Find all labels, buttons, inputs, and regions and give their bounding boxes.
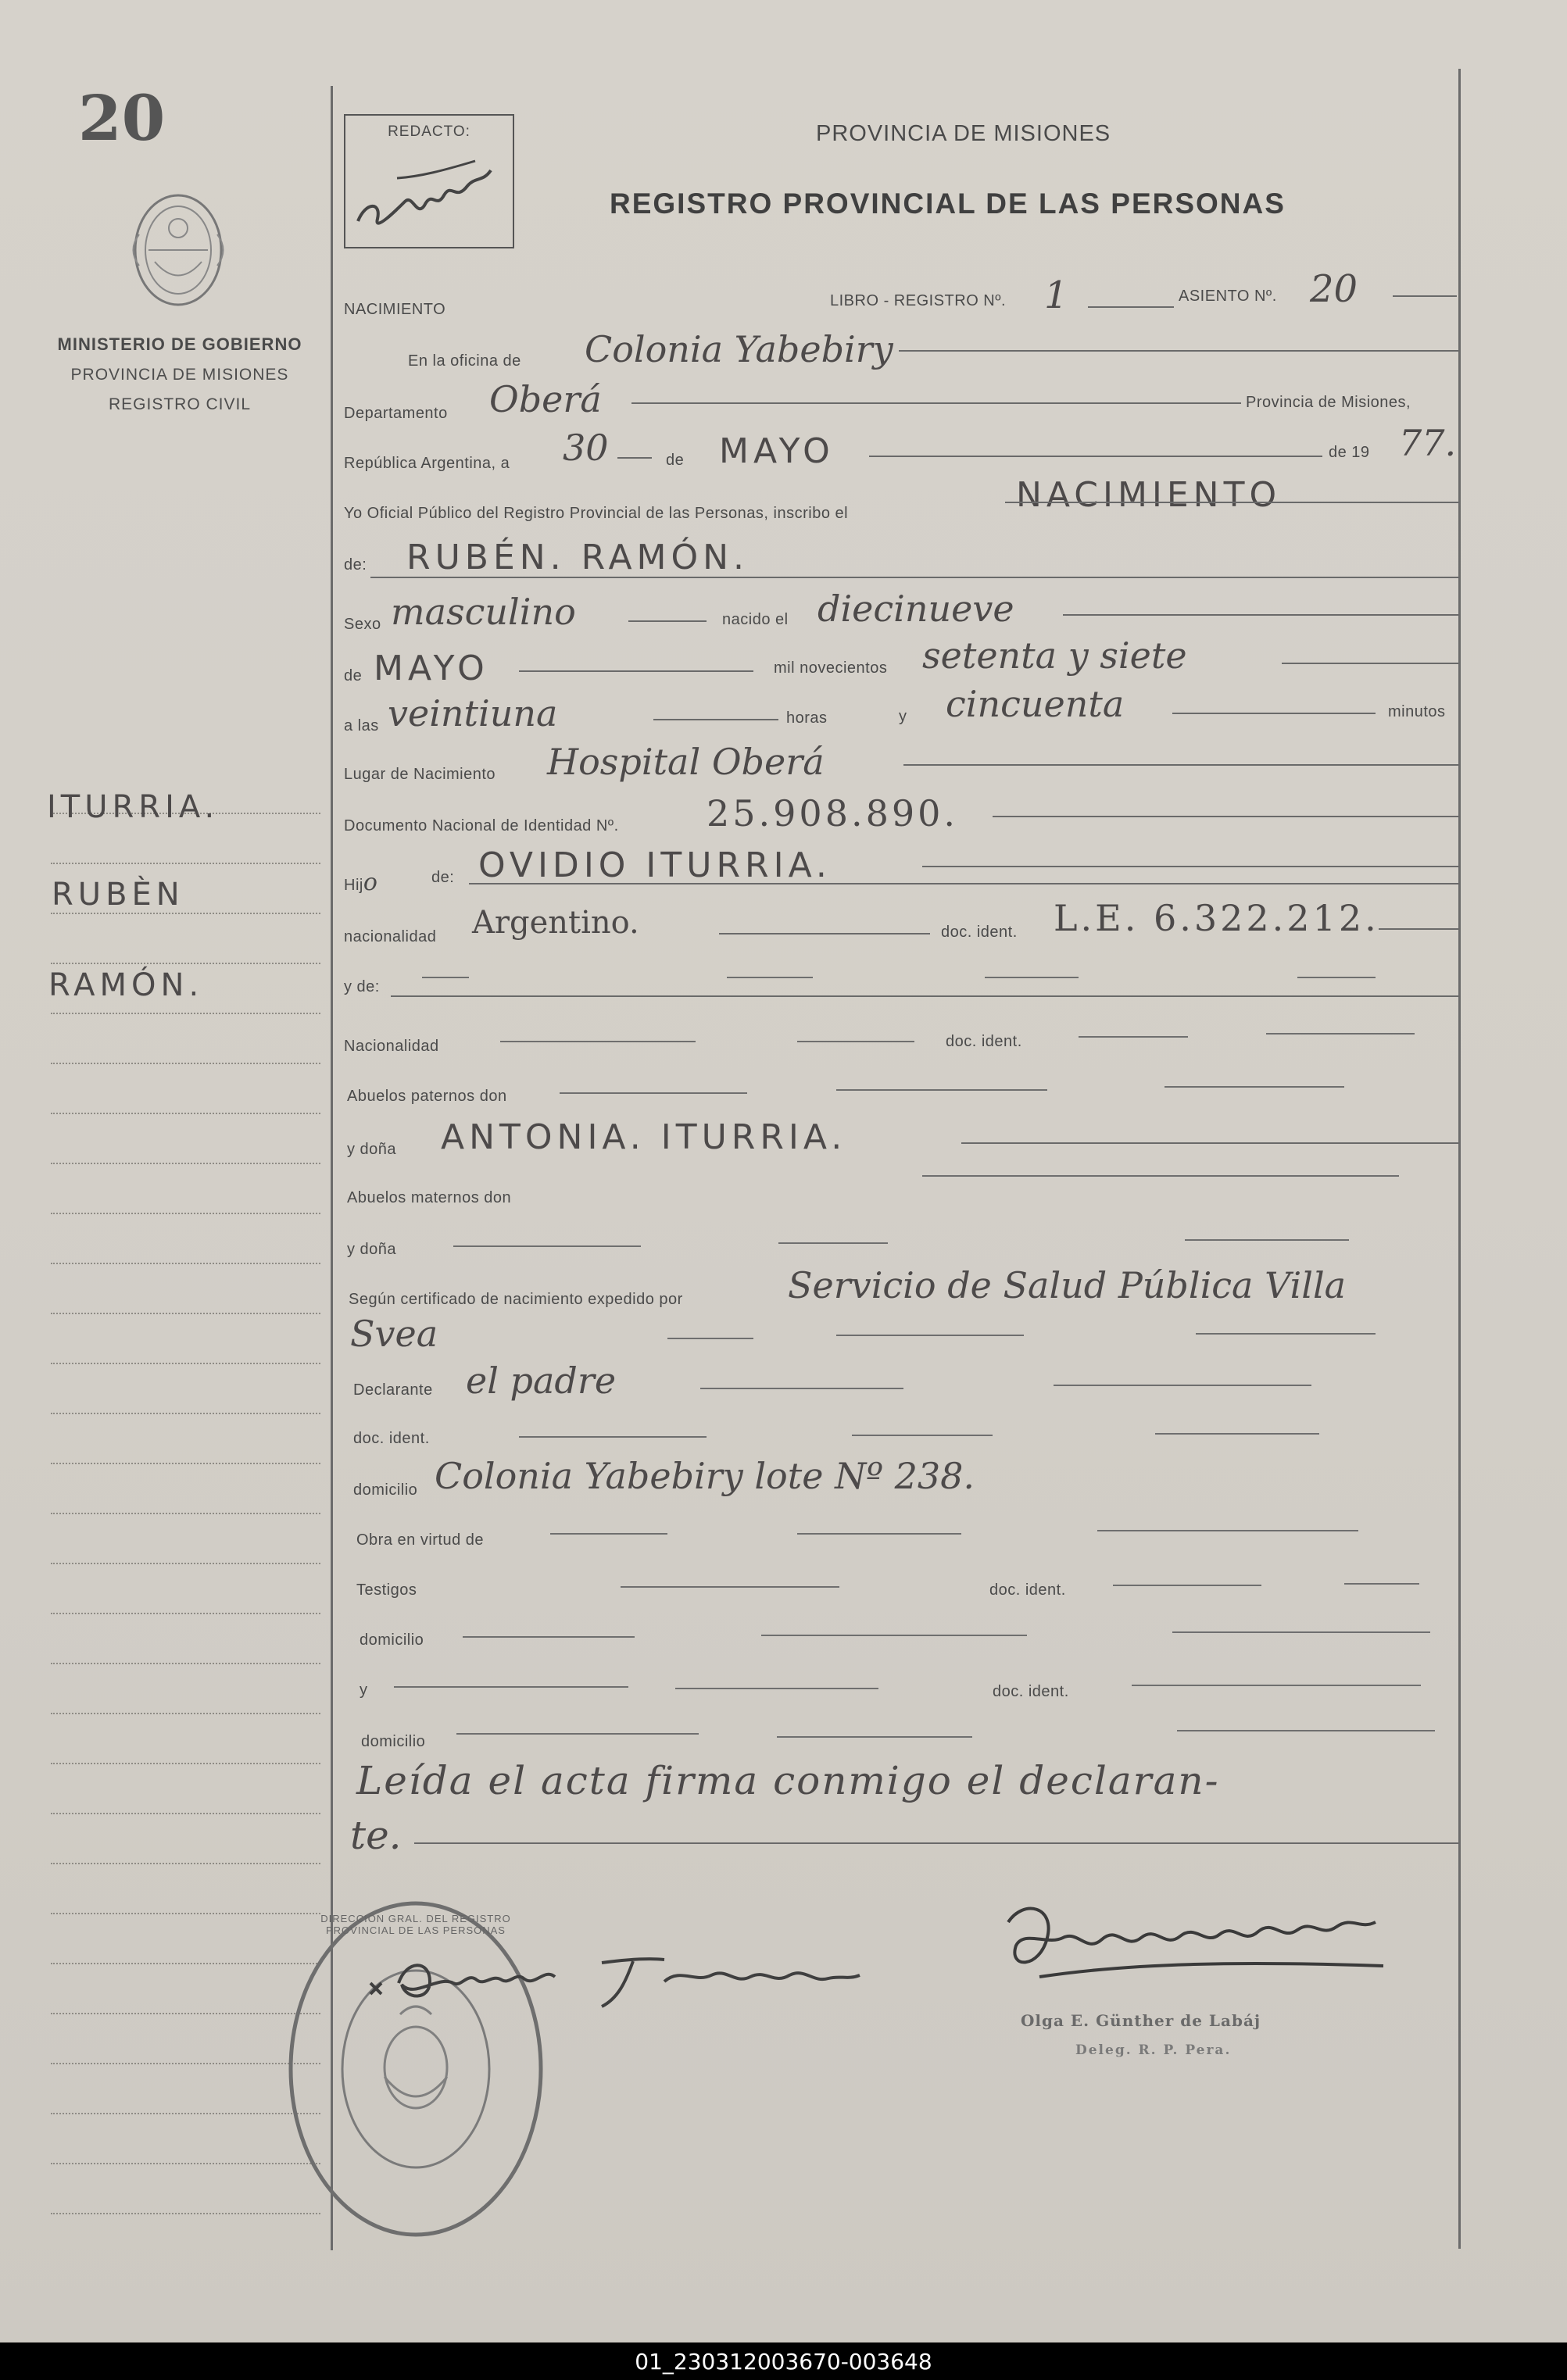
redacto-box [344, 114, 514, 248]
oficial-signature [993, 1891, 1399, 2000]
lugar-value: Hospital Oberá [547, 741, 825, 783]
nacido-value: diecinueve [817, 588, 1014, 630]
oficial-stamp-name: Olga E. Günther de Labáj [1021, 2011, 1261, 2030]
libro-label: LIBRO - REGISTRO Nº. [830, 292, 1007, 309]
mil-novecientos-label: mil novecientos [774, 659, 888, 677]
domicilio-label: domicilio [353, 1481, 418, 1499]
footer-bar [0, 2342, 1567, 2380]
margin-rule-right [1458, 69, 1461, 2249]
domicilio-value: Colonia Yabebiry lote Nº 238. [435, 1455, 975, 1497]
hijo-label: Hijo [344, 869, 378, 896]
padre-doc-value: L.E. 6.322.212. [1054, 897, 1379, 939]
nombre-value: RUBÉN. RAMÓN. [406, 538, 750, 577]
dni-label: Documento Nacional de Identidad Nº. [344, 817, 619, 834]
de2-label: de: [344, 556, 367, 574]
certificado-value: Servicio de Salud Pública Villa [788, 1264, 1347, 1306]
asiento-label: ASIENTO Nº. [1179, 288, 1277, 305]
doc-ident2-label: doc. ident. [946, 1033, 1022, 1050]
anio-value: 77. [1399, 422, 1457, 464]
footer-id: 01_230312003670-003648 [635, 2349, 932, 2375]
alas-label: a las [344, 717, 379, 734]
oficina-value: Colonia Yabebiry [585, 328, 893, 370]
asiento-value: 20 [1310, 267, 1358, 311]
doc-ident-label: doc. ident. [941, 924, 1018, 941]
testigos-label: Testigos [356, 1581, 417, 1599]
nacionalidad2-label: Nacionalidad [344, 1038, 439, 1055]
minutos-label: minutos [1388, 703, 1446, 720]
departamento-value: Oberá [489, 378, 602, 420]
hora-value: veintiuna [388, 692, 558, 734]
anio-nac-value: setenta y siete [922, 634, 1187, 677]
handwritten-signature-declarante [367, 1928, 868, 2022]
tipo-label: NACIMIENTO [344, 301, 446, 318]
domicilio2-label: domicilio [360, 1631, 424, 1649]
obra-label: Obra en virtud de [356, 1531, 485, 1549]
margin-second-name: RAMÓN. [48, 967, 204, 1003]
declarante-signature [367, 1928, 868, 2022]
oficial-label: Yo Oficial Público del Registro Provincial de las Personas, inscribo el [344, 505, 849, 522]
sexo-value: masculino [391, 591, 576, 633]
dni-value: 25.908.890. [707, 792, 958, 834]
nacido-label: nacido el [722, 611, 789, 628]
horas-label: horas [786, 709, 828, 727]
redacto-label: REDACTO: [388, 123, 470, 140]
ministerio-label: MINISTERIO DE GOBIERNO [57, 334, 302, 354]
acto-value: NACIMIENTO [1016, 475, 1282, 515]
declarante-value: el padre [466, 1360, 617, 1402]
ydona-label: y doña [347, 1141, 397, 1158]
y-label: y [899, 708, 907, 725]
abuelos-maternos-label: Abuelos maternos don [347, 1189, 512, 1206]
redacto-initials-icon [350, 147, 506, 241]
province-heading: PROVINCIA DE MISIONES [816, 121, 1111, 146]
leida-text-2: te. [350, 1813, 402, 1858]
certificado-label: Según certificado de nacimiento expedido por [349, 1291, 683, 1308]
declarante-label: Declarante [353, 1381, 433, 1399]
sexo-label: Sexo [344, 616, 381, 633]
hijo-de-label: de: [431, 869, 455, 886]
handwritten-signature-oficial [993, 1891, 1399, 2000]
doc-ident4-label: doc. ident. [989, 1581, 1066, 1599]
mes-nac-value: MAYO [374, 649, 489, 688]
de3-label: de [344, 667, 363, 684]
oficina-label: En la oficina de [408, 352, 521, 370]
provincia-misiones-label: Provincia de Misiones, [1246, 394, 1411, 411]
certificado-value-2: Svea [350, 1313, 438, 1355]
lugar-label: Lugar de Nacimiento [344, 766, 496, 783]
dia-value: 30 [563, 427, 609, 469]
oficial-stamp-title: Deleg. R. P. Pera. [1075, 2042, 1232, 2058]
yde-label: y de: [344, 978, 380, 995]
de-label: de [666, 452, 685, 469]
departamento-label: Departamento [344, 405, 448, 422]
nacionalidad-label: nacionalidad [344, 928, 437, 945]
minutos-value: cincuenta [946, 683, 1125, 725]
registro-civil-label: REGISTRO CIVIL [108, 395, 252, 413]
seal-text: DIRECCION GRAL. DEL REGISTRO PROVINCIAL DE LAS PERSONAS [320, 1913, 511, 1936]
doc-ident3-label: doc. ident. [353, 1430, 430, 1447]
leida-text: Leída el acta firma conmigo el declaran- [356, 1758, 1220, 1803]
republica-label: República Argentina, a [344, 455, 510, 472]
margin-surname: ITURRIA. [47, 789, 220, 825]
registry-heading: REGISTRO PROVINCIAL DE LAS PERSONAS [610, 188, 1286, 220]
abuela-paterna-value: ANTONIA. ITURRIA. [441, 1117, 847, 1157]
anio-label: de 19 [1329, 444, 1370, 461]
hijo-suffix: o [363, 869, 378, 896]
domicilio3-label: domicilio [361, 1733, 426, 1750]
margin-first-name: RUBÈN [52, 877, 184, 913]
mes-value: MAYO [719, 431, 835, 471]
y2-label: y [360, 1681, 368, 1699]
padre-value: OVIDIO ITURRIA. [478, 845, 832, 885]
page-number: 20 [78, 81, 166, 155]
libro-value: 1 [1044, 273, 1068, 317]
left-header [47, 334, 313, 414]
nacionalidad-value: Argentino. [472, 905, 639, 941]
ydona2-label: y doña [347, 1241, 397, 1258]
doc-ident5-label: doc. ident. [993, 1683, 1069, 1700]
abuelos-paternos-label: Abuelos paternos don [347, 1088, 507, 1105]
coat-of-arms-icon [123, 188, 233, 313]
provincia-label: PROVINCIA DE MISIONES [70, 366, 289, 384]
